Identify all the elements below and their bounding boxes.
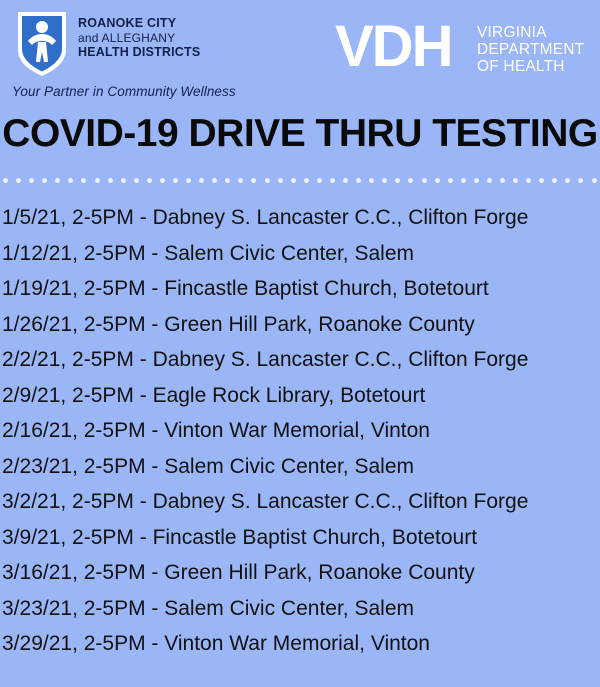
divider-dot bbox=[173, 178, 178, 183]
rcahd-line1: ROANOKE CITY bbox=[78, 16, 177, 30]
divider-dot bbox=[422, 178, 427, 183]
divider-dot bbox=[461, 178, 466, 183]
divider-dot bbox=[160, 178, 165, 183]
divider-dot bbox=[42, 178, 47, 183]
divider-dot bbox=[592, 178, 597, 183]
schedule-list bbox=[0, 200, 600, 662]
schedule-item: 3/9/21, 2-5PM - Fincastle Baptist Church, Botetourt bbox=[2, 525, 478, 549]
divider-dot bbox=[147, 178, 152, 183]
divider-dot bbox=[395, 178, 400, 183]
vdh-acronym: VDH bbox=[335, 14, 452, 79]
divider-dot bbox=[3, 178, 8, 183]
rcahd-line2: and ALLEGHANY bbox=[78, 30, 176, 45]
divider-dot bbox=[212, 178, 217, 183]
divider-dot bbox=[552, 178, 557, 183]
divider-dot bbox=[500, 178, 505, 183]
rcahd-name-block bbox=[78, 16, 238, 60]
poster-header bbox=[0, 0, 600, 108]
divider-dot bbox=[95, 178, 100, 183]
divider-dot bbox=[251, 178, 256, 183]
divider-dot bbox=[304, 178, 309, 183]
schedule-item: 3/16/21, 2-5PM - Green Hill Park, Roanoke County bbox=[2, 561, 475, 584]
divider-dot bbox=[369, 178, 374, 183]
divider-dot bbox=[225, 178, 230, 183]
divider-dot bbox=[134, 178, 139, 183]
vdh-line2: DEPARTMENT bbox=[477, 41, 585, 58]
divider-dot bbox=[278, 178, 283, 183]
vdh-line1: VIRGINIA bbox=[477, 24, 547, 41]
divider-dot bbox=[343, 178, 348, 183]
vdh-logo bbox=[335, 14, 585, 90]
rcahd-line3: HEALTH DISTRICTS bbox=[78, 45, 201, 59]
vdh-line3: OF HEALTH bbox=[477, 58, 565, 75]
schedule-item: 2/23/21, 2-5PM - Salem Civic Center, Salem bbox=[2, 454, 415, 478]
divider-dot bbox=[238, 178, 243, 183]
schedule-item: 1/26/21, 2-5PM - Green Hill Park, Roanoke County bbox=[2, 312, 475, 336]
divider-dot bbox=[408, 178, 413, 183]
person-shield-logo-icon bbox=[14, 10, 70, 78]
page-title: COVID-19 DRIVE THRU TESTING bbox=[2, 112, 598, 155]
schedule-item: 3/2/21, 2-5PM - Dabney S. Lancaster C.C., Clifton Forge bbox=[2, 490, 529, 513]
schedule-item: 1/19/21, 2-5PM - Fincastle Baptist Church, Botetourt bbox=[2, 277, 489, 300]
divider-dot bbox=[81, 178, 86, 183]
schedule-item: 1/5/21, 2-5PM - Dabney S. Lancaster C.C., Clifton Forge bbox=[2, 206, 529, 229]
divider-dot bbox=[55, 178, 60, 183]
divider-dot bbox=[474, 178, 479, 183]
divider-dot bbox=[291, 178, 296, 183]
divider-dot bbox=[265, 178, 270, 183]
rcahd-tagline: Your Partner in Community Wellness bbox=[12, 84, 236, 99]
vdh-name-block bbox=[477, 24, 584, 75]
rcahd-logo bbox=[8, 8, 238, 104]
divider-dot bbox=[121, 178, 126, 183]
divider-dot bbox=[356, 178, 361, 183]
schedule-item: 3/23/21, 2-5PM - Salem Civic Center, Salem bbox=[2, 596, 415, 620]
divider-dot bbox=[448, 178, 453, 183]
dotted-divider bbox=[0, 178, 600, 188]
divider-dot bbox=[526, 178, 531, 183]
divider-dot bbox=[199, 178, 204, 183]
divider-dot bbox=[539, 178, 544, 183]
divider-dot bbox=[16, 178, 21, 183]
divider-dot bbox=[382, 178, 387, 183]
divider-dot bbox=[186, 178, 191, 183]
divider-dot bbox=[68, 178, 73, 183]
divider-dot bbox=[108, 178, 113, 183]
schedule-item: 2/16/21, 2-5PM - Vinton War Memorial, Vinton bbox=[2, 419, 430, 442]
schedule-item: 2/2/21, 2-5PM - Dabney S. Lancaster C.C., Clifton Forge bbox=[2, 348, 529, 371]
schedule-item: 3/29/21, 2-5PM - Vinton War Memorial, Vinton bbox=[2, 632, 430, 655]
divider-dot bbox=[330, 178, 335, 183]
divider-dot bbox=[435, 178, 440, 183]
divider-dot bbox=[578, 178, 583, 183]
divider-dot bbox=[29, 178, 34, 183]
bottom-bar bbox=[0, 669, 600, 687]
divider-dot bbox=[317, 178, 322, 183]
schedule-item: 2/9/21, 2-5PM - Eagle Rock Library, Botetourt bbox=[2, 383, 426, 407]
schedule-item: 1/12/21, 2-5PM - Salem Civic Center, Salem bbox=[2, 241, 415, 265]
divider-dot bbox=[565, 178, 570, 183]
divider-dot bbox=[487, 178, 492, 183]
divider-dot bbox=[513, 178, 518, 183]
